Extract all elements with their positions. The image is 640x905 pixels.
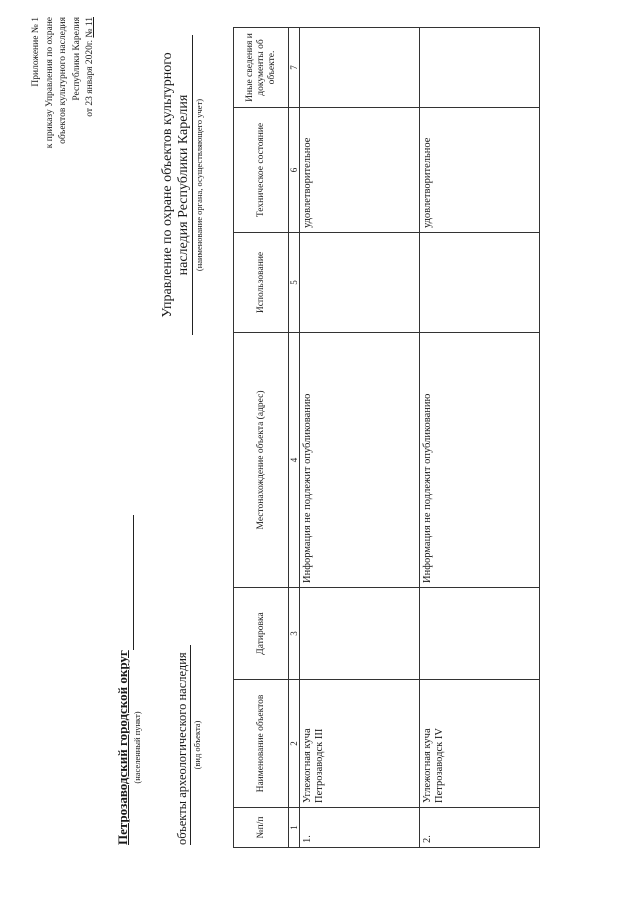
approval-block xyxy=(30,17,98,172)
table-header-row xyxy=(234,28,289,848)
cell-num: 1. xyxy=(300,808,420,848)
object-type-note: (вид объекта) xyxy=(192,720,202,770)
cell-usage xyxy=(300,233,420,333)
column-number: 7 xyxy=(289,28,300,108)
column-number: 1 xyxy=(289,808,300,848)
table-row xyxy=(300,28,420,848)
column-number-row xyxy=(289,28,300,848)
approval-number: № 11 xyxy=(85,17,95,38)
column-number: 3 xyxy=(289,588,300,680)
header-cell-date: Датировка xyxy=(234,588,289,680)
column-number: 5 xyxy=(289,233,300,333)
header-cell-usage: Использование xyxy=(234,233,289,333)
header-cell-name: Наименование объектов xyxy=(234,680,289,808)
header-cell-condition: Техническое состояние xyxy=(234,108,289,233)
cell-condition: удовлетворительное xyxy=(420,108,540,233)
cell-date xyxy=(420,588,540,680)
register-table xyxy=(233,27,540,848)
cell-date xyxy=(300,588,420,680)
approval-line: Республики Карелия xyxy=(71,17,82,101)
cell-usage xyxy=(420,233,540,333)
header-cell-location: Местонахождение объекта (адрес) xyxy=(234,333,289,588)
cell-name: Углежогная куча Петрозаводск IV xyxy=(420,680,540,808)
column-number: 6 xyxy=(289,108,300,233)
approval-date-text: от 23 января 2020г. xyxy=(85,37,95,117)
header-cell-other: Иные сведения и документы об объекте. xyxy=(234,28,289,108)
object-type-name: объекты археологического наследия xyxy=(175,645,191,845)
header-cell-num: №п/п xyxy=(234,808,289,848)
settlement-block xyxy=(115,650,143,845)
cell-condition: удовлетворительное xyxy=(300,108,420,233)
cell-other xyxy=(300,28,420,108)
approval-date xyxy=(84,17,98,172)
cell-other xyxy=(420,28,540,108)
settlement-underline xyxy=(133,515,134,650)
column-number: 4 xyxy=(289,333,300,588)
approval-line: Приложение № 1 xyxy=(31,17,41,87)
table-row xyxy=(420,28,540,848)
agency-name-line1: Управление по охране объектов культурного xyxy=(160,52,175,318)
settlement-note: (населенный пункт) xyxy=(132,711,142,784)
cell-location: Информация не подлежит опубликованию xyxy=(300,333,420,588)
agency-name-line2: наследия Республики Карелия xyxy=(176,35,193,335)
agency-block xyxy=(160,35,205,335)
settlement-name: Петрозаводский городской округ xyxy=(115,650,130,845)
column-number: 2 xyxy=(289,680,300,808)
object-type-block xyxy=(175,645,203,845)
agency-note: (наименование органа, осуществляющего учет) xyxy=(194,98,204,272)
approval-line: объектов культурного наследия xyxy=(58,17,68,144)
cell-num: 2. xyxy=(420,808,540,848)
cell-location: Информация не подлежит опубликованию xyxy=(420,333,540,588)
cell-name: Углежогная куча Петрозаводск III xyxy=(300,680,420,808)
approval-line: к приказу Управления по охране xyxy=(44,17,55,149)
